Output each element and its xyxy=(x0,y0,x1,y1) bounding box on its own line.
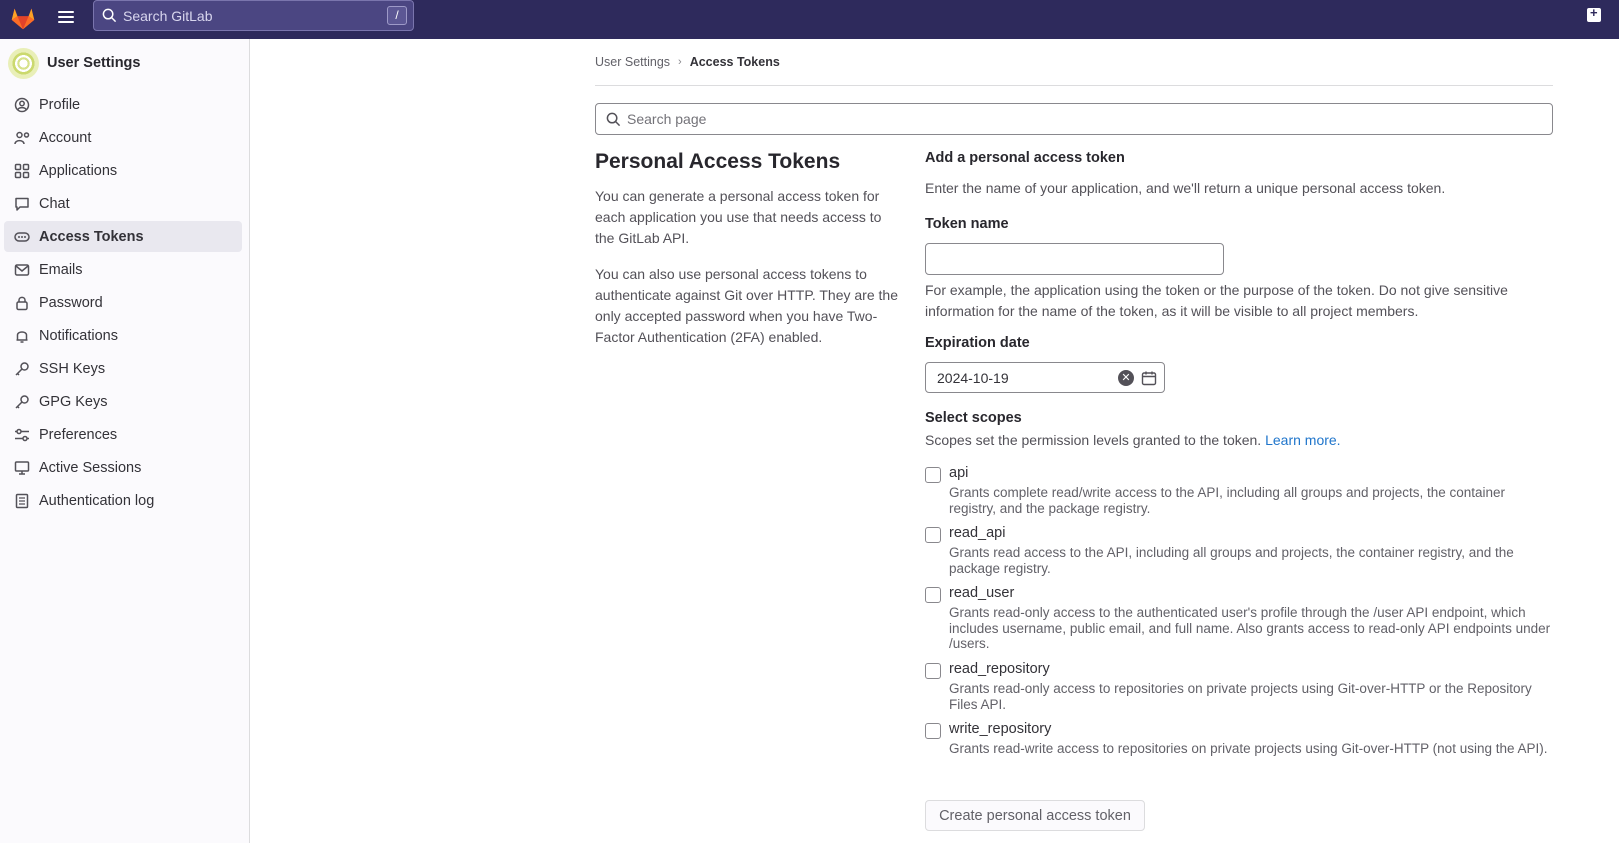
sidebar-item-chat[interactable] xyxy=(4,188,242,219)
token-name-input[interactable] xyxy=(925,243,1224,275)
sidebar-item-label: Authentication log xyxy=(39,492,155,509)
expiration-date-value: 2024-10-19 xyxy=(937,369,1009,386)
sidebar-header[interactable] xyxy=(8,47,140,79)
monitor-icon xyxy=(14,460,30,476)
top-navbar xyxy=(0,0,1619,39)
expiration-date-input[interactable] xyxy=(925,362,1165,393)
intro-paragraph: You can also use personal access tokens to authenticate against Git over HTTP. They are the only accepted password when you have Two-Factor Authentication (2FA) enabled. xyxy=(595,266,898,345)
token-name-label: Token name xyxy=(925,216,1009,232)
avatar xyxy=(8,48,39,79)
gitlab-tanuki-icon[interactable] xyxy=(8,3,38,33)
scope-name: read_api xyxy=(949,525,1006,541)
select-scopes-label: Select scopes xyxy=(925,410,1022,426)
sidebar-item-preferences[interactable] xyxy=(4,419,242,450)
scope-description: Grants read access to the API, including all groups and projects, the container registry, and the package registry. xyxy=(949,545,1514,576)
scope-name: api xyxy=(949,465,969,481)
sidebar-item-account[interactable] xyxy=(4,122,242,153)
sidebar-item-label: Applications xyxy=(39,162,118,179)
search-shortcut-badge: / xyxy=(387,6,407,25)
sidebar-item-profile[interactable] xyxy=(4,89,242,120)
intro-paragraph: You can generate a personal access token for each application you use that needs access to the GitLab API. xyxy=(595,188,882,246)
scope-description: Grants read-only access to the authenticated user's profile through the /user API endpoint, which includes username, public email, and full name. Also grants access to read-only API endpoints under /users. xyxy=(949,605,1551,651)
sidebar-item-applications[interactable] xyxy=(4,155,242,186)
sidebar-item-label: Chat xyxy=(39,195,70,212)
divider xyxy=(595,85,1553,86)
log-icon xyxy=(14,493,30,509)
sidebar-item-label: Access Tokens xyxy=(39,228,144,245)
sidebar-item-label: Notifications xyxy=(39,327,118,344)
sidebar-item-label: Profile xyxy=(39,96,81,113)
clear-icon[interactable]: ✕ xyxy=(1118,370,1134,386)
scopes-help-text: Scopes set the permission levels granted to the token. xyxy=(925,432,1262,448)
page-search-input[interactable] xyxy=(627,111,1527,127)
create-new-icon[interactable] xyxy=(1587,8,1601,22)
chat-icon xyxy=(14,196,30,212)
expiration-date-label: Expiration date xyxy=(925,335,1030,351)
scope-description: Grants complete read/write access to the API, including all groups and projects, the container registry, and the package registry. xyxy=(949,485,1506,516)
scopes-help xyxy=(925,430,1341,451)
scope-checkbox[interactable] xyxy=(925,723,941,739)
sidebar-item-authentication-log[interactable] xyxy=(4,485,242,516)
sidebar xyxy=(0,39,250,843)
search-icon xyxy=(102,8,117,23)
sidebar-item-gpg-keys[interactable] xyxy=(4,386,242,417)
key-icon xyxy=(14,361,30,377)
sidebar-nav xyxy=(4,89,242,518)
lock-icon xyxy=(14,295,30,311)
breadcrumb xyxy=(595,55,780,69)
page-search[interactable] xyxy=(595,103,1553,135)
scope-checkbox[interactable] xyxy=(925,467,941,483)
global-search-placeholder: Search GitLab xyxy=(123,7,213,24)
scope-checkbox[interactable] xyxy=(925,663,941,679)
account-icon xyxy=(14,130,30,146)
sidebar-item-emails[interactable] xyxy=(4,254,242,285)
sidebar-item-notifications[interactable] xyxy=(4,320,242,351)
breadcrumb-current: Access Tokens xyxy=(689,55,780,69)
create-token-button[interactable]: Create personal access token xyxy=(925,800,1145,831)
applications-icon xyxy=(14,163,30,179)
sidebar-item-label: Password xyxy=(39,294,103,311)
hamburger-icon[interactable] xyxy=(58,8,78,30)
preferences-icon xyxy=(14,427,30,443)
scope-name: read_repository xyxy=(949,661,1050,677)
form-subheading: Enter the name of your application, and we'll return a unique personal access token. xyxy=(925,180,1446,196)
sidebar-title: User Settings xyxy=(47,55,141,71)
scope-name: read_user xyxy=(949,585,1015,601)
calendar-icon[interactable] xyxy=(1141,370,1157,386)
scope-description: Grants read-only access to repositories on private projects using Git-over-HTTP or the Repository Files API. xyxy=(949,681,1532,712)
learn-more-link[interactable]: Learn more. xyxy=(1265,432,1341,448)
global-search-input[interactable] xyxy=(93,0,414,31)
sidebar-item-ssh-keys[interactable] xyxy=(4,353,242,384)
sidebar-item-password[interactable] xyxy=(4,287,242,318)
breadcrumb-parent-link[interactable]: User Settings xyxy=(595,55,671,69)
sidebar-item-active-sessions[interactable] xyxy=(4,452,242,483)
scope-checkbox[interactable] xyxy=(925,587,941,603)
search-icon xyxy=(606,112,621,127)
scope-name: write_repository xyxy=(949,721,1052,737)
sidebar-item-label: Active Sessions xyxy=(39,459,142,476)
mail-icon xyxy=(14,262,30,278)
sidebar-item-access-tokens[interactable] xyxy=(4,221,242,252)
sidebar-item-label: GPG Keys xyxy=(39,393,108,410)
breadcrumb-separator: › xyxy=(678,56,682,68)
sidebar-item-label: SSH Keys xyxy=(39,360,106,377)
form-heading: Add a personal access token xyxy=(925,150,1125,166)
intro-section xyxy=(595,150,900,363)
scope-description: Grants read-write access to repositories on private projects using Git-over-HTTP (not using the API). xyxy=(949,741,1548,756)
token-icon xyxy=(14,229,30,245)
sidebar-item-label: Account xyxy=(39,129,92,146)
page-title: Personal Access Tokens xyxy=(595,150,841,173)
bell-icon xyxy=(14,328,30,344)
sidebar-item-label: Preferences xyxy=(39,426,118,443)
profile-icon xyxy=(14,97,30,113)
sidebar-item-label: Emails xyxy=(39,261,83,278)
scope-checkbox[interactable] xyxy=(925,527,941,543)
token-name-help: For example, the application using the token or the purpose of the token. Do not give sensitive information for the name of the token, as it will be visible to all project members. xyxy=(925,282,1508,319)
key-icon xyxy=(14,394,30,410)
